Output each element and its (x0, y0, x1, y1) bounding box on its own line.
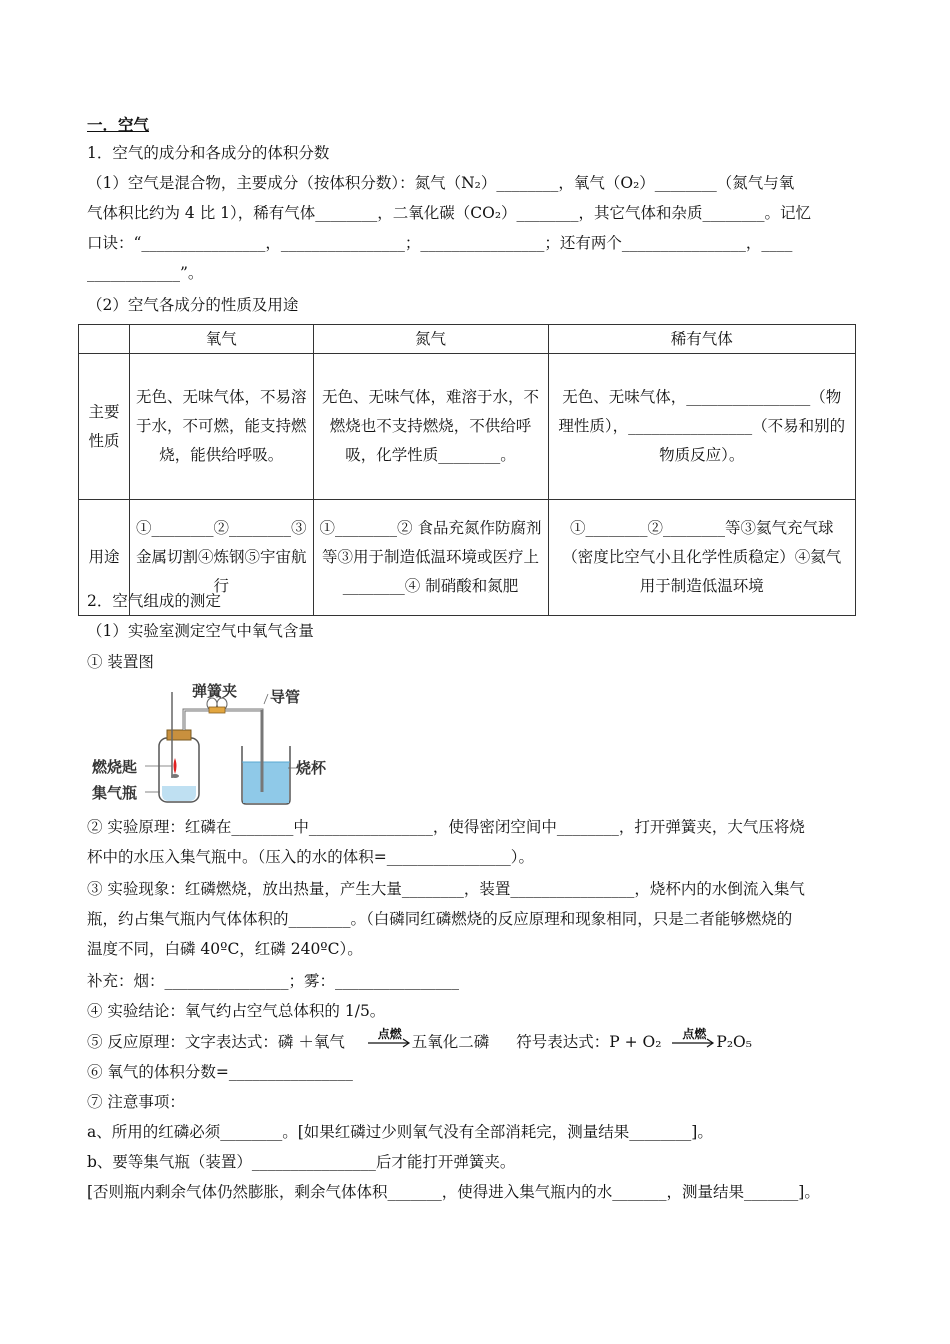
apparatus-figure (92, 680, 342, 810)
label-tube: 导管 (270, 688, 301, 706)
section-title: 一．空气 (87, 115, 150, 134)
label-beaker: 烧杯 (296, 759, 327, 777)
note-a: a、所用的红磷必须________。[如果红磷过少则氧气没有全部消耗完，测量结果________]。 (87, 1123, 713, 1141)
product-word: 五氧化二磷 (411, 1033, 490, 1051)
conclusion-line: ④ 实验结论：氧气约占空气总体积的 1/5。 (87, 1002, 386, 1020)
table-row (79, 354, 856, 500)
table-cell: 无色、无味气体，难溶于水，不燃烧也不支持燃烧，不供给呼吸，化学性质________。 (313, 354, 548, 500)
phenomenon-line: 瓶，约占集气瓶内气体体积的________。（白磷同红磷燃烧的反应原理和现象相同，只是二者能够燃烧的 (87, 910, 793, 928)
reaction-arrow-symbol (672, 1027, 716, 1048)
properties-table (78, 324, 856, 616)
volume-fraction-line: ⑥ 氧气的体积分数=________________ (87, 1063, 353, 1081)
table-cell: 无色、无味气体，________________（物理性质），________________（不易和别的物质反应）。 (548, 354, 855, 500)
table-row-label: 用途 (79, 500, 130, 616)
table-cell: 无色、无味气体，不易溶于水，不可燃，能支持燃烧，能供给呼吸。 (130, 354, 314, 500)
label-clamp: 弹簧夹 (192, 682, 238, 700)
table-header-cell: 氧气 (130, 325, 314, 354)
principle-line: ② 实验原理：红磷在________中________________，使得密闭空间中________，打开弹簧夹，大气压将烧 (87, 818, 805, 836)
table-header-cell (79, 325, 130, 354)
reaction-arrow-word (368, 1027, 412, 1048)
notes-heading: ⑦ 注意事项： (87, 1093, 185, 1111)
note-c: [否则瓶内剩余气体仍然膨胀，剩余气体体积_______，使得进入集气瓶内的水_______，测量结果_______]。 (87, 1183, 820, 1201)
paragraph-line: 气体积比约为 4 比 1），稀有气体________，二氧化碳（CO₂）________，其它气体和杂质________。记忆 (87, 204, 812, 222)
paragraph-heading-1: 1．空气的成分和各成分的体积分数 (87, 144, 330, 162)
condition-label: 点燃 (377, 1027, 402, 1041)
table-cell: ①________②________等③氦气充气球（密度比空气小且化学性质稳定）④氦气用于制造低温环境 (548, 500, 855, 616)
table-row-label: 主要性质 (79, 354, 130, 500)
paragraph-heading-2: （2）空气各成分的性质及用途 (87, 296, 299, 314)
reaction-symbol-prefix: 符号表达式：P + O₂ (516, 1033, 662, 1051)
label-spoon: 燃烧匙 (92, 758, 138, 776)
note-b: b、要等集气瓶（装置）________________后才能打开弹簧夹。 (87, 1153, 516, 1171)
table-cell: ①________② 食品充氮作防腐剂等③用于制造低温环境或医疗上________④ 制硝酸和氮肥 (313, 500, 548, 616)
table-header-cell: 稀有气体 (548, 325, 855, 354)
phenomenon-line: ③ 实验现象：红磷燃烧，放出热量，产生大量________，装置________________，烧杯内的水倒流入集气 (87, 880, 805, 898)
label-bottle: 集气瓶 (92, 784, 138, 802)
paragraph-line: （1）空气是混合物，主要成分（按体积分数）：氮气（N₂）________，氧气（O₂）________（氮气与氧 (87, 174, 795, 192)
table-header-cell: 氮气 (313, 325, 548, 354)
section-heading-2: 2．空气组成的测定 (87, 592, 221, 610)
reaction-word-prefix: ⑤ 反应原理：文字表达式：磷 ＋氧气 (87, 1033, 345, 1051)
condition-label: 点燃 (682, 1027, 707, 1041)
subsection-heading: （1）实验室测定空气中氧气含量 (87, 622, 314, 640)
figure-caption: ① 装置图 (87, 653, 154, 671)
paragraph-line: 口诀：“________________，________________；________________；还有两个________________，____ (87, 234, 793, 252)
principle-line: 杯中的水压入集气瓶中。（压入的水的体积=________________）。 (87, 848, 534, 866)
table-cell: ①________②________③ 金属切割④炼钢⑤宇宙航行 (130, 500, 314, 616)
phenomenon-line: 温度不同，白磷 40ºC，红磷 240ºC）。 (87, 940, 363, 958)
paragraph-line: ____________”。 (87, 264, 204, 282)
reaction-line (87, 1027, 867, 1053)
supplement-line: 补充：烟：________________；雾：________________ (87, 972, 460, 990)
table-header-row (79, 325, 856, 354)
product-symbol: P₂O₅ (716, 1033, 752, 1051)
